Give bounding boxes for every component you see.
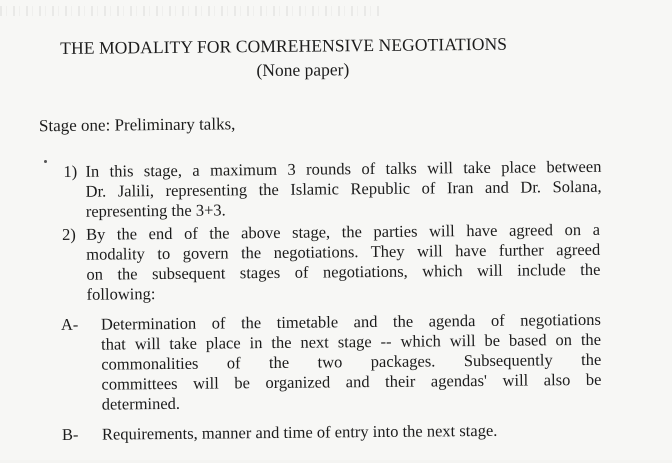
item-1-line-1: In this stage, a maximum 3 rounds of talks will take place between (85, 156, 602, 181)
item-marker-1: 1) (63, 161, 78, 181)
item-2-line-1: By the end of the above stage, the parties will have agreed on a (85, 219, 601, 244)
document-subtitle: (None paper) (256, 59, 350, 81)
sub-item-a-line-5: determined. (101, 393, 181, 414)
item-2-line-4: following: (86, 284, 156, 304)
stage-heading: Stage one: Preliminary talks, (38, 114, 236, 136)
sub-item-marker-a: A- (60, 314, 79, 334)
item-marker-2: 2) (61, 224, 76, 244)
item-2-line-2: modality to govern the negotiations. They will have further agreed (86, 239, 601, 264)
item-1-line-3: representing the 3+3. (85, 200, 226, 221)
sub-item-a-line-4: committees will be organized and their agendas' will also be (101, 369, 602, 394)
document-title: THE MODALITY FOR COMREHENSIVE NEGOTIATIONS (60, 33, 508, 58)
item-1-line-2: Dr. Jalili, representing the Islamic Republic of Iran and Dr. Solana, (85, 176, 602, 201)
sub-item-marker-b: B- (61, 424, 79, 444)
sub-item-a-line-3: commonalities of the two packages. Subsequently the (101, 349, 602, 374)
sub-item-b-line-1: Requirements, manner and time of entry into the next stage. (101, 420, 498, 444)
sub-item-a-line-1: Determination of the timetable and the agenda of negotiations (100, 309, 601, 334)
item-2-line-3: on the subsequent stages of negotiations, which will include the (86, 259, 601, 284)
sub-item-a-line-2: that will take place in the next stage -- which will be based on the (100, 329, 602, 354)
